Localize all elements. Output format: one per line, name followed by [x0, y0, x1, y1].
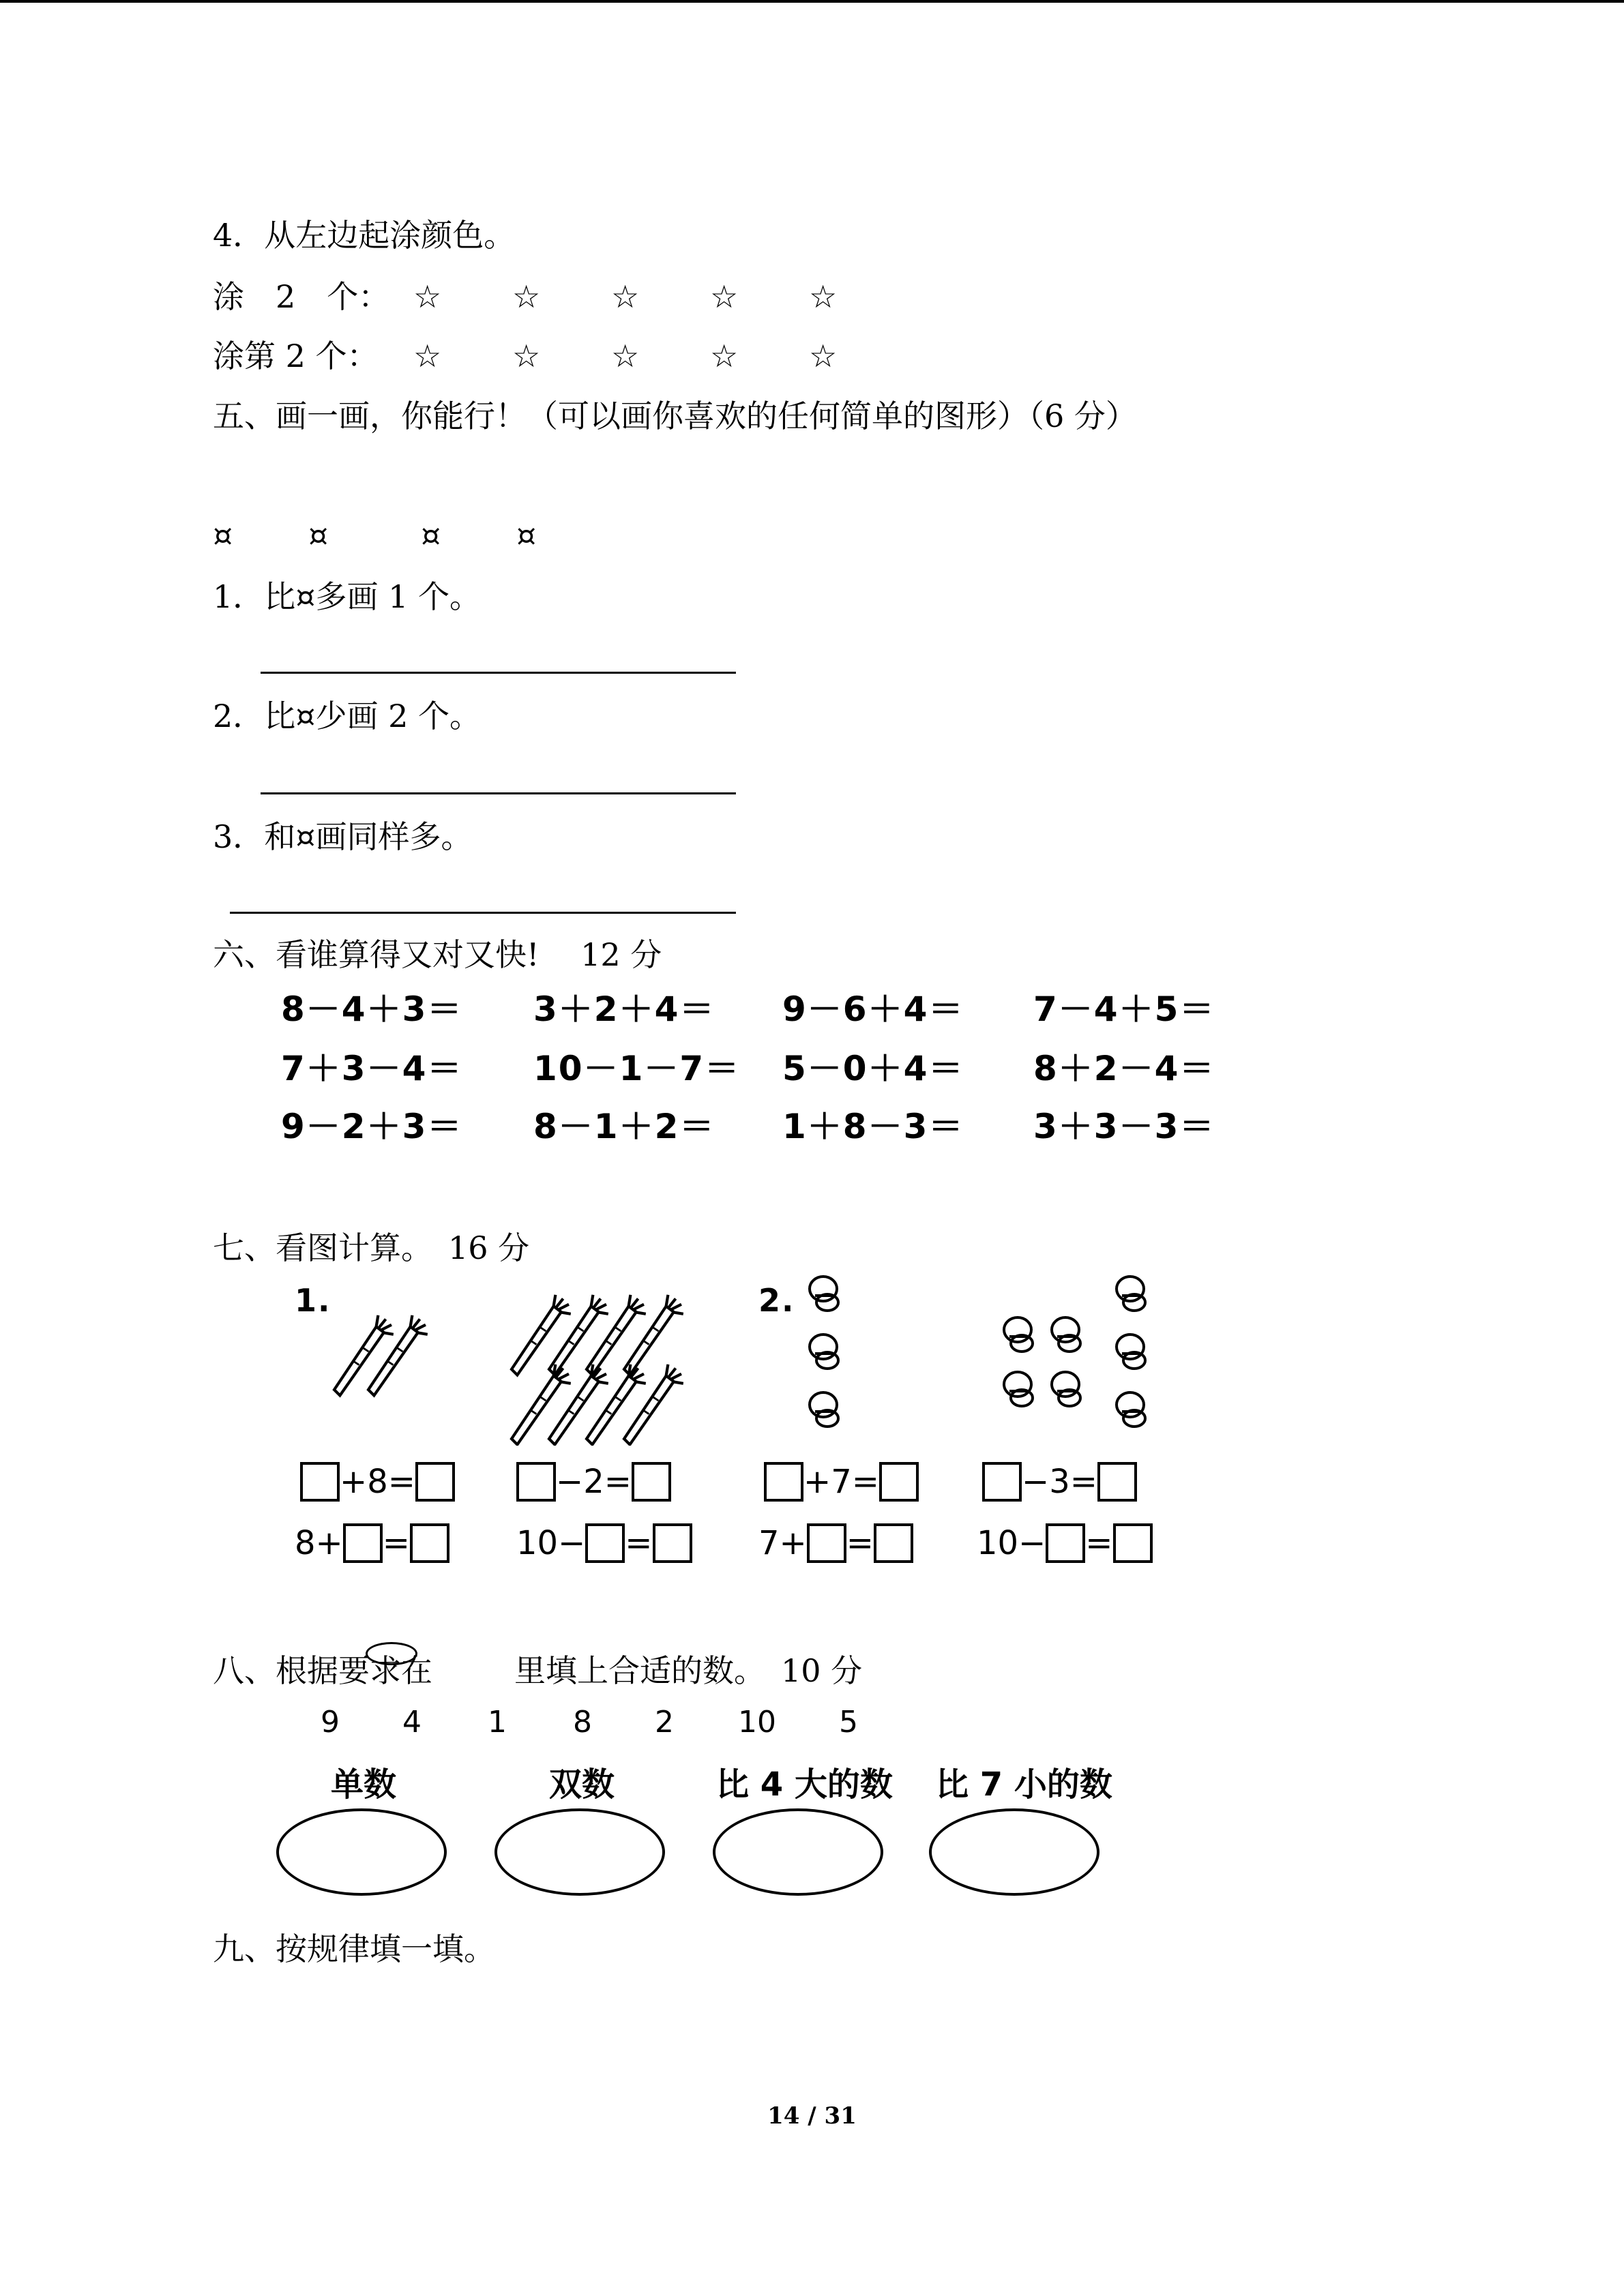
s5-q1: 1．比¤多画 1 个。 — [213, 578, 482, 615]
number-2: 4 — [402, 1705, 422, 1740]
eq-c2 — [758, 1522, 913, 1564]
answer-box[interactable] — [982, 1462, 1022, 1502]
small-oval-icon — [366, 1642, 417, 1665]
category-even: 双数 — [549, 1765, 615, 1804]
q4-row1 — [213, 276, 908, 317]
s7-label-2: 2. — [758, 1282, 795, 1319]
answer-box[interactable] — [415, 1462, 455, 1502]
category-lt7: 比 7 小的数 — [936, 1765, 1112, 1804]
star-icon[interactable]: ☆ — [710, 338, 739, 374]
calc-r2c2[interactable]: 10－1－7＝ — [533, 1049, 741, 1088]
number-3: 1 — [488, 1705, 507, 1740]
eq-d1 — [982, 1461, 1137, 1503]
answer-box[interactable] — [1113, 1523, 1153, 1563]
calc-r3c2[interactable]: 8－1＋2＝ — [533, 1107, 715, 1146]
number-1: 9 — [321, 1705, 340, 1740]
s8-title-b: 里填上合适的数。 10 分 — [514, 1652, 863, 1689]
calc-r3c4[interactable]: 3＋3－3＝ — [1033, 1107, 1215, 1146]
s5-symbols — [213, 515, 536, 556]
s7-label-1: 1. — [295, 1282, 331, 1319]
s9-title: 九、按规律填一填。 — [213, 1930, 495, 1967]
eq-d2 — [977, 1522, 1153, 1564]
star-icon[interactable]: ☆ — [512, 338, 541, 374]
s8-title — [213, 1650, 862, 1691]
number-7: 5 — [839, 1705, 858, 1740]
answer-box[interactable] — [300, 1462, 340, 1502]
s5-q3: 3．和¤画同样多。 — [213, 818, 473, 855]
star-icon[interactable]: ☆ — [611, 278, 640, 315]
star-icon[interactable]: ☆ — [413, 278, 442, 315]
answer-box[interactable] — [807, 1523, 846, 1563]
eq-sign: = — [382, 1524, 410, 1562]
calc-r2c4[interactable]: 8＋2－4＝ — [1033, 1049, 1215, 1088]
answer-line-2[interactable] — [261, 792, 736, 794]
answer-box[interactable] — [1097, 1462, 1137, 1502]
answer-box[interactable] — [343, 1523, 383, 1563]
star-icon[interactable]: ☆ — [809, 338, 838, 374]
category-gt4: 比 4 大的数 — [716, 1765, 893, 1804]
calc-r3c3[interactable]: 1＋8－3＝ — [782, 1107, 964, 1146]
answer-oval-odd[interactable] — [276, 1808, 447, 1896]
eq-sign: = — [846, 1524, 874, 1562]
calc-r1c2[interactable]: 3＋2＋4＝ — [533, 989, 715, 1029]
category-odd: 单数 — [331, 1765, 397, 1804]
q4-row1-label: 涂 2 个： — [213, 278, 390, 315]
answer-line-1[interactable] — [261, 672, 736, 674]
answer-box[interactable] — [879, 1462, 919, 1502]
answer-box[interactable] — [874, 1523, 913, 1563]
eq-text: +8= — [340, 1463, 415, 1501]
calc-r2c3[interactable]: 5－0＋4＝ — [782, 1049, 964, 1088]
eq-text: 7+ — [758, 1524, 807, 1562]
answer-box[interactable] — [410, 1523, 449, 1563]
calc-r1c3[interactable]: 9－6＋4＝ — [782, 989, 964, 1029]
answer-oval-gt4[interactable] — [713, 1808, 883, 1896]
q4-title: 4．从左边起涂颜色。 — [213, 217, 516, 254]
answer-box[interactable] — [516, 1462, 556, 1502]
number-6: 10 — [738, 1705, 776, 1740]
answer-line-3[interactable] — [230, 912, 736, 914]
eq-text: +7= — [803, 1463, 879, 1501]
eq-a1 — [300, 1461, 455, 1503]
carrots-illustration — [327, 1289, 709, 1446]
eq-c1 — [764, 1461, 919, 1503]
star-icon[interactable]: ☆ — [809, 278, 838, 315]
s5-title: 五、画一画，你能行！（可以画你喜欢的任何简单的图形）（6 分） — [213, 398, 1137, 434]
answer-box[interactable] — [585, 1523, 625, 1563]
butterflies-illustration — [798, 1275, 1180, 1446]
calc-r3c1[interactable]: 9－2＋3＝ — [281, 1107, 463, 1146]
top-border — [0, 0, 1624, 3]
number-5: 2 — [655, 1705, 674, 1740]
star-icon[interactable]: ☆ — [611, 338, 640, 374]
eq-text: −2= — [556, 1463, 632, 1501]
eq-sign: = — [625, 1524, 653, 1562]
s7-title: 七、看图计算。 16 分 — [213, 1229, 530, 1266]
s5-q2: 2．比¤少画 2 个。 — [213, 698, 482, 734]
answer-box[interactable] — [764, 1462, 803, 1502]
eq-text: −3= — [1022, 1463, 1097, 1501]
star-icon[interactable]: ☆ — [413, 338, 442, 374]
eq-text: 10− — [977, 1524, 1046, 1562]
answer-oval-lt7[interactable] — [929, 1808, 1099, 1896]
symbol-icon: ¤ — [421, 517, 441, 554]
symbol-icon: ¤ — [213, 517, 233, 554]
eq-sign: = — [1085, 1524, 1113, 1562]
answer-box[interactable] — [653, 1523, 692, 1563]
q4-row2-label: 涂第 2 个： — [213, 338, 379, 374]
eq-text: 8+ — [295, 1524, 343, 1562]
eq-b2 — [516, 1522, 692, 1564]
answer-oval-even[interactable] — [494, 1808, 665, 1896]
q4-row2 — [213, 336, 908, 376]
page-number: 14 / 31 — [767, 2102, 857, 2130]
eq-text: 10− — [516, 1524, 586, 1562]
s8-title-a: 八、根据要求在 — [213, 1652, 432, 1689]
answer-box[interactable] — [1046, 1523, 1085, 1563]
star-icon[interactable]: ☆ — [512, 278, 541, 315]
calc-r1c4[interactable]: 7－4＋5＝ — [1033, 989, 1215, 1029]
eq-b1 — [516, 1461, 671, 1503]
s6-title: 六、看谁算得又对又快! 12 分 — [213, 936, 662, 973]
calc-r2c1[interactable]: 7＋3－4＝ — [281, 1049, 463, 1088]
calc-r1c1[interactable]: 8－4＋3＝ — [281, 989, 463, 1029]
symbol-icon: ¤ — [516, 517, 537, 554]
number-4: 8 — [573, 1705, 592, 1740]
star-icon[interactable]: ☆ — [710, 278, 739, 315]
answer-box[interactable] — [632, 1462, 671, 1502]
symbol-icon: ¤ — [308, 517, 329, 554]
eq-a2 — [295, 1522, 449, 1564]
